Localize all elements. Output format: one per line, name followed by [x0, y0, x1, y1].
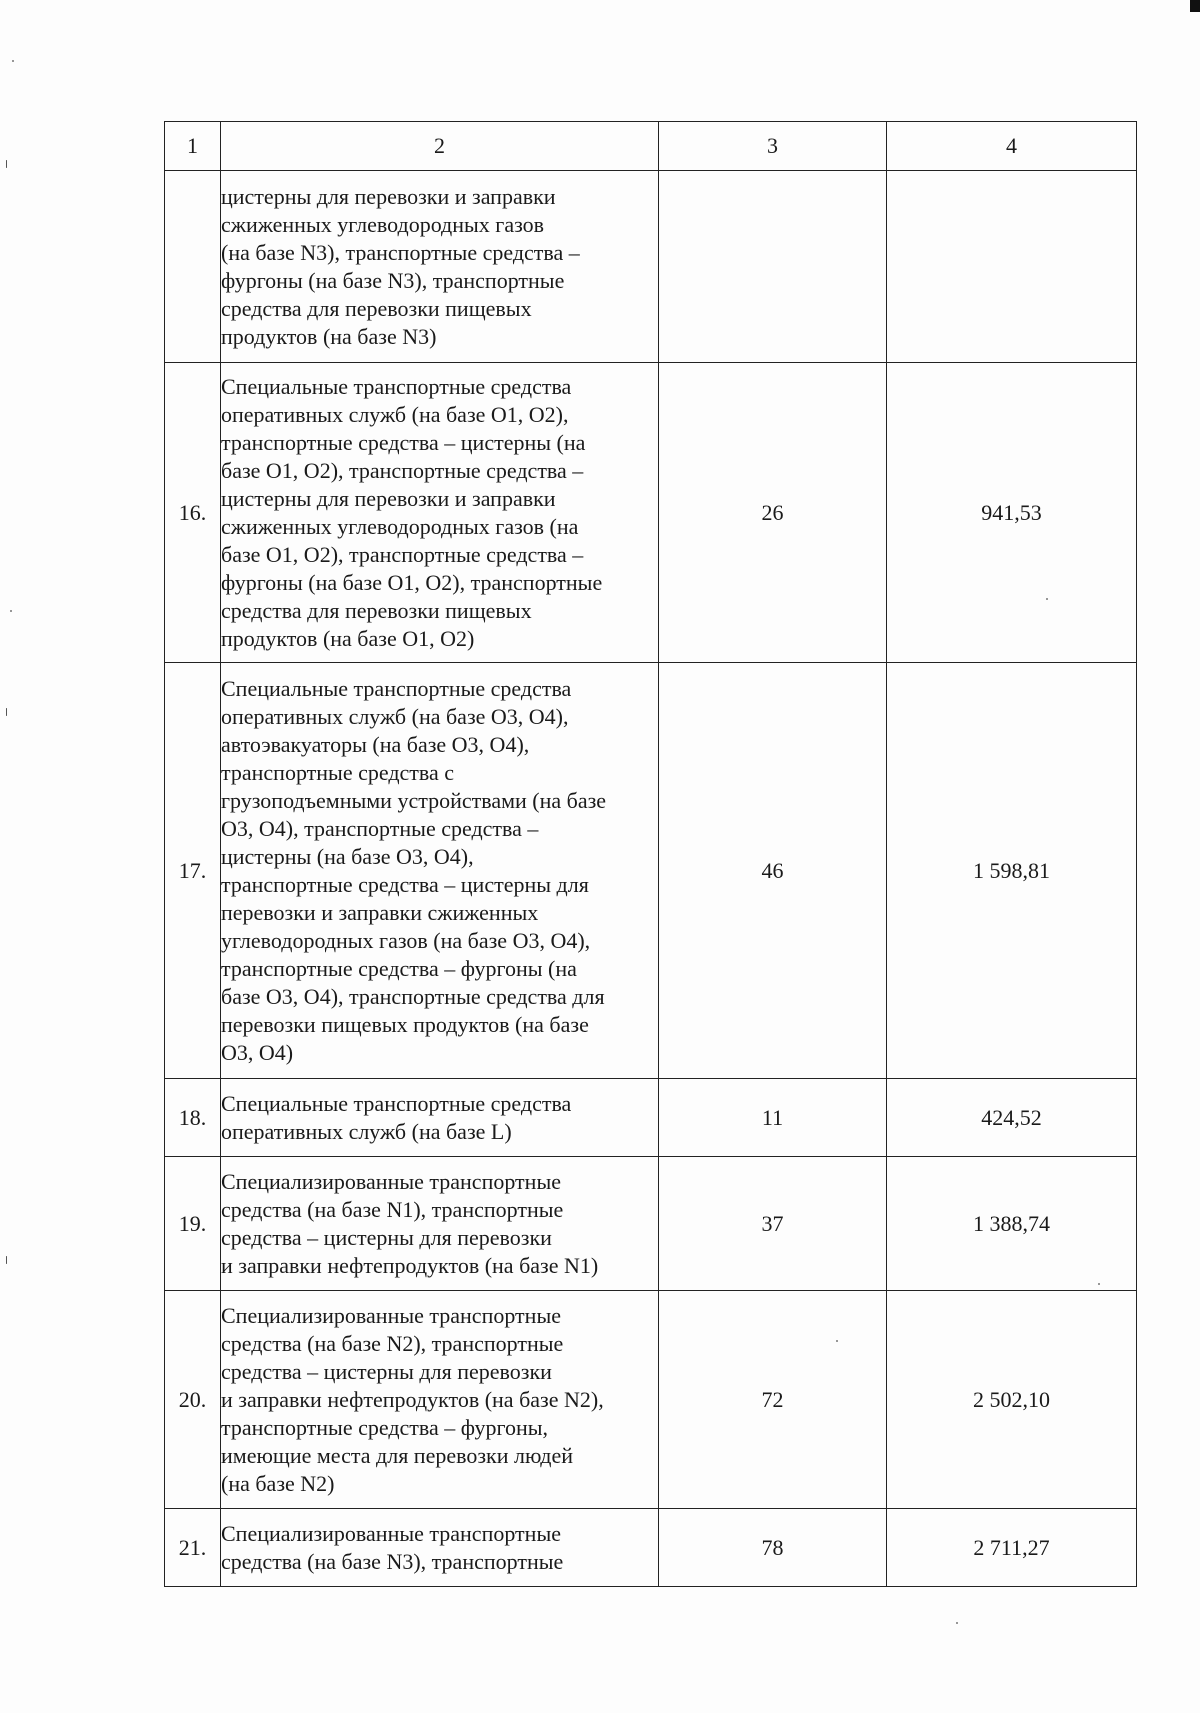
table-row [165, 1079, 1137, 1157]
row-col4-value [887, 171, 1137, 363]
row-number: 19. [165, 1157, 221, 1291]
row-description: Специализированные транспортные средства (на базе N3), транспортные [221, 1509, 659, 1587]
header-col-3: 3 [659, 122, 887, 171]
scan-corner-mark [1190, 0, 1200, 12]
table-row [165, 1291, 1137, 1509]
scan-speck [956, 1622, 958, 1624]
row-number [165, 171, 221, 363]
row-description: Специальные транспортные средства оперативных служб (на базе O1, O2), транспортные средства – цистерны (на базе O1, O2), транспортные средства – цистерны для перевозки и заправки сжиженных углеводородных газов (на базе O1, O2), транспортные средства – фургоны (на базе O1, O2), транспортные средства для перевозки пищевых продуктов (на базе O1, O2) [221, 363, 659, 663]
header-col-2: 2 [221, 122, 659, 171]
row-col4-value: 2 711,27 [887, 1509, 1137, 1587]
tariff-table [164, 121, 1137, 1587]
scan-speck [6, 160, 7, 168]
row-number: 20. [165, 1291, 221, 1509]
row-description: цистерны для перевозки и заправки сжиженных углеводородных газов (на базе N3), транспортные средства – фургоны (на базе N3), транспортные средства для перевозки пищевых продуктов (на базе N3) [221, 171, 659, 363]
table-row [165, 1509, 1137, 1587]
scan-speck [6, 708, 7, 716]
row-number: 16. [165, 363, 221, 663]
table-row [165, 1157, 1137, 1291]
row-col3-value: 26 [659, 363, 887, 663]
table-row [165, 363, 1137, 663]
row-description: Специальные транспортные средства оперативных служб (на базе L) [221, 1079, 659, 1157]
row-col3-value [659, 171, 887, 363]
table-row [165, 171, 1137, 363]
row-number: 17. [165, 663, 221, 1079]
header-col-1: 1 [165, 122, 221, 171]
row-col3-value: 78 [659, 1509, 887, 1587]
row-description: Специализированные транспортные средства (на базе N1), транспортные средства – цистерны для перевозки и заправки нефтепродуктов (на базе N1) [221, 1157, 659, 1291]
row-col4-value: 941,53 [887, 363, 1137, 663]
row-number: 21. [165, 1509, 221, 1587]
row-description: Специализированные транспортные средства (на базе N2), транспортные средства – цистерны для перевозки и заправки нефтепродуктов (на базе N2), транспортные средства – фургоны, имеющие места для перевозки людей (на базе N2) [221, 1291, 659, 1509]
row-description: Специальные транспортные средства оперативных служб (на базе O3, O4), автоэвакуаторы (на базе O3, O4), транспортные средства с грузоподъемными устройствами (на базе O3, O4), транспортные средства – цистерны (на базе O3, O4), транспортные средства – цистерны для перевозки и заправки сжиженных углеводородных газов (на базе O3, O4), транспортные средства – фургоны (на базе O3, O4), транспортные средства для перевозки пищевых продуктов (на базе O3, O4) [221, 663, 659, 1079]
row-col3-value: 11 [659, 1079, 887, 1157]
row-col4-value: 424,52 [887, 1079, 1137, 1157]
header-col-4: 4 [887, 122, 1137, 171]
row-col4-value: 2 502,10 [887, 1291, 1137, 1509]
table-header-row [165, 122, 1137, 171]
row-col4-value: 1 388,74 [887, 1157, 1137, 1291]
scan-speck [6, 1256, 7, 1264]
scan-speck [12, 60, 14, 62]
row-col3-value: 72 [659, 1291, 887, 1509]
table-row [165, 663, 1137, 1079]
scan-speck [10, 610, 12, 612]
row-col3-value: 46 [659, 663, 887, 1079]
row-col4-value: 1 598,81 [887, 663, 1137, 1079]
row-col3-value: 37 [659, 1157, 887, 1291]
row-number: 18. [165, 1079, 221, 1157]
